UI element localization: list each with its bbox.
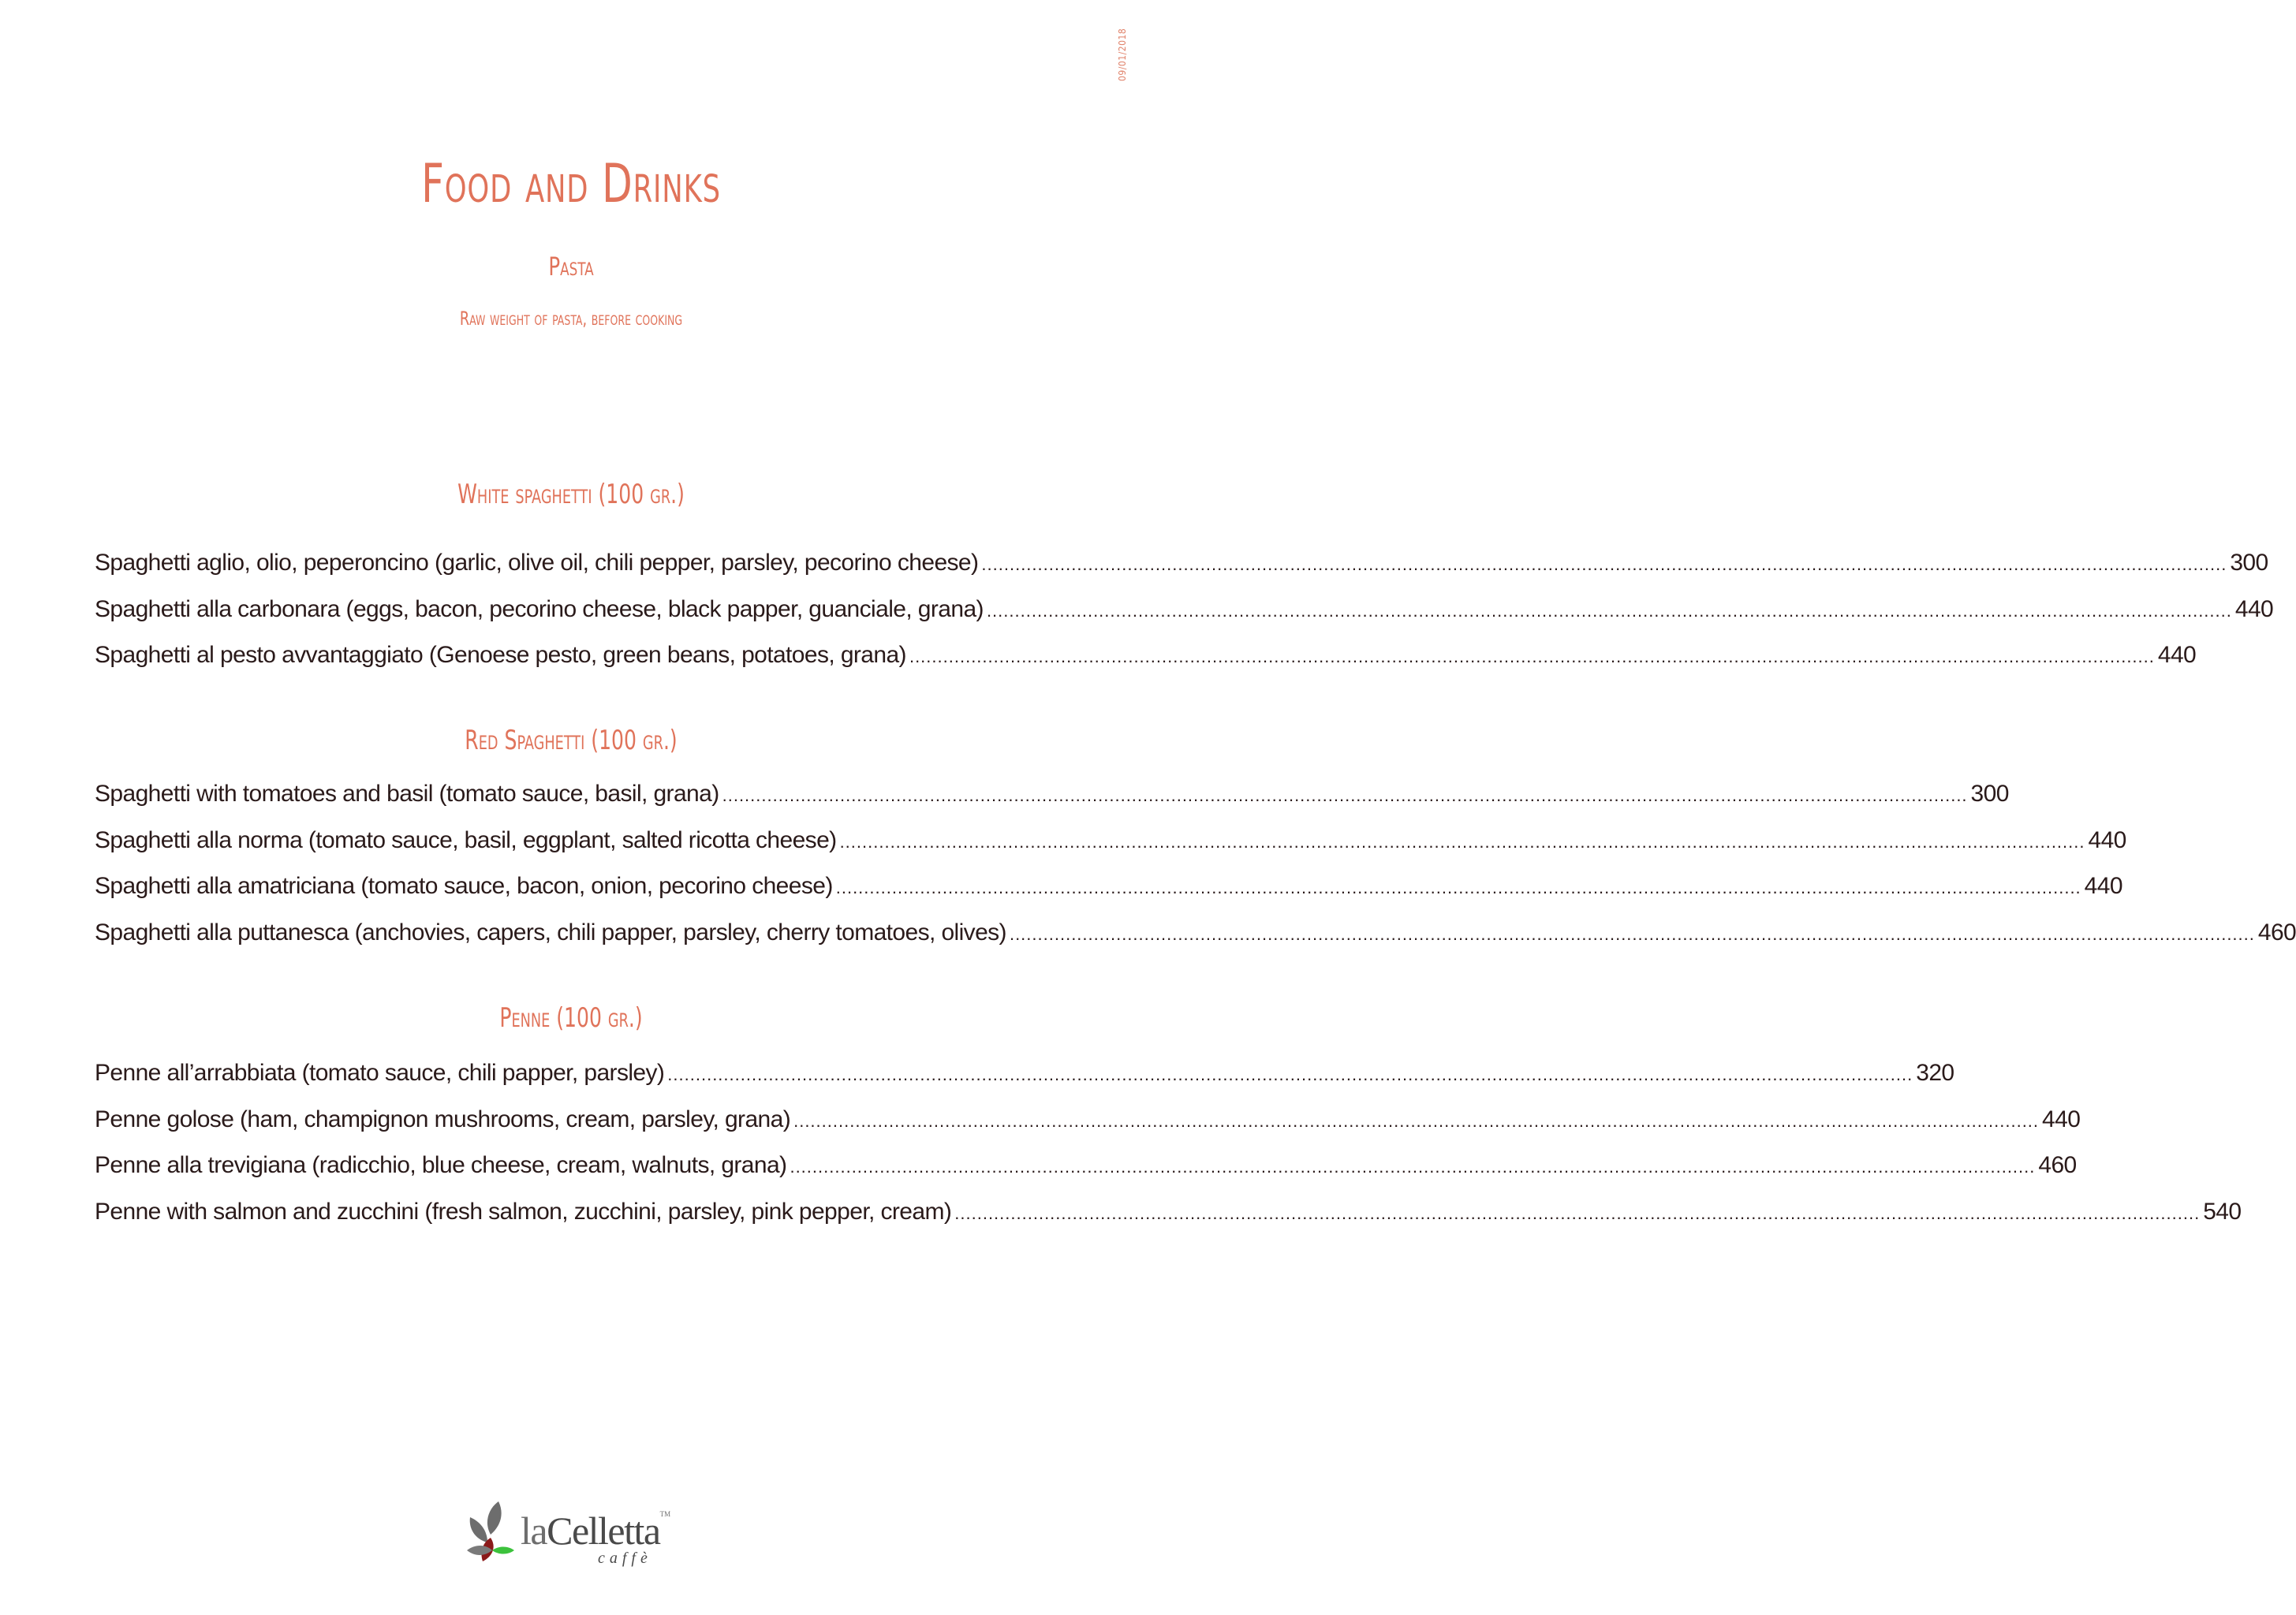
weight-note: Raw weight of pasta, before cooking: [459, 308, 683, 330]
dot-leader: [981, 554, 2227, 575]
date-stamp: 09/01/2018: [1117, 28, 1128, 81]
menu-item-name: Penne all’arrabbiata (tomato sauce, chili papper, parsley): [95, 1060, 665, 1086]
menu-item: [95, 1060, 1954, 1106]
dot-leader: [840, 832, 2085, 852]
menu-item-name: Penne alla trevigiana (radicchio, blue cheese, cream, walnuts, grana): [95, 1152, 787, 1178]
menu-list-red-spaghetti: [95, 781, 2296, 965]
dot-leader: [790, 1157, 2035, 1177]
page-subtitle: Pasta: [548, 252, 594, 282]
menu-item-name: Spaghetti alla puttanesca (anchovies, capers, chili papper, parsley, cherry tomatoes, olives): [95, 919, 1006, 946]
menu-item-price: 440: [2234, 595, 2274, 622]
menu-item-price: 460: [2038, 1152, 2077, 1178]
dot-leader: [793, 1111, 2039, 1132]
menu-item-name: Spaghetti alla carbonara (eggs, bacon, pecorino cheese, black papper, guanciale, grana): [95, 595, 984, 622]
menu-list-white-spaghetti: [95, 550, 2274, 688]
menu-item-price: 440: [2088, 826, 2126, 853]
menu-item-name: Penne golose (ham, champignon mushrooms, cream, parsley, grana): [95, 1106, 791, 1132]
menu-item: [95, 595, 2274, 643]
menu-item-price: 440: [2042, 1106, 2081, 1132]
section-heading-penne: Penne (100 gr.): [499, 1002, 643, 1034]
logo-word-main: Celletta: [547, 1509, 660, 1553]
menu-item: [95, 873, 2122, 919]
menu-item: [95, 642, 2197, 688]
logo-wordmark: [521, 1509, 671, 1553]
menu-item: [95, 919, 2296, 966]
menu-item-price: 300: [2230, 550, 2268, 576]
menu-item-name: Spaghetti aglio, olio, peperoncino (garlic, olive oil, chili pepper, parsley, pecorino cheese): [95, 550, 979, 576]
dot-leader: [954, 1203, 2200, 1224]
menu-item-name: Penne with salmon and zucchini (fresh salmon, zucchini, parsley, pink pepper, cream): [95, 1198, 952, 1225]
menu-item-name: Spaghetti with tomatoes and basil (tomato sauce, basil, grana): [95, 781, 719, 807]
menu-item: [95, 826, 2126, 874]
dot-leader: [909, 647, 2155, 667]
menu-item: [95, 1198, 2242, 1245]
dot-leader: [1010, 924, 2255, 945]
menu-item-name: Spaghetti al pesto avvantaggiato (Genoese pesto, green beans, potatoes, grana): [95, 642, 906, 668]
menu-item-price: 440: [2084, 873, 2122, 899]
menu-item: [95, 1152, 2077, 1199]
leaf-logo-icon: [464, 1498, 519, 1565]
menu-item: [95, 1106, 2081, 1153]
logo-trademark: TM: [659, 1510, 671, 1518]
logo-word-prefix: la: [521, 1509, 547, 1553]
dot-leader: [836, 878, 2081, 898]
menu-item: [95, 550, 2268, 596]
logo-subtitle: caffè: [598, 1550, 652, 1567]
menu-item-price: 440: [2157, 642, 2197, 668]
dot-leader: [987, 601, 2232, 621]
menu-item-price: 540: [2203, 1198, 2242, 1225]
menu-list-penne: [95, 1060, 2242, 1244]
menu-item-name: Spaghetti alla amatriciana (tomato sauce, bacon, onion, pecorino cheese): [95, 873, 833, 899]
menu-item-price: 320: [1916, 1060, 1954, 1086]
section-heading-white-spaghetti: White spaghetti (100 gr.): [457, 479, 685, 510]
menu-item-price: 460: [2257, 919, 2296, 946]
dot-leader: [667, 1065, 1913, 1085]
menu-item: [95, 781, 2009, 827]
page-title: Food and Drinks: [421, 153, 721, 215]
menu-item-price: 300: [1970, 781, 2009, 807]
dot-leader: [722, 785, 1968, 806]
la-celletta-logo: [464, 1498, 685, 1569]
section-heading-red-spaghetti: Red Spaghetti (100 gr.): [465, 725, 678, 756]
menu-item-name: Spaghetti alla norma (tomato sauce, basil, eggplant, salted ricotta cheese): [95, 826, 837, 853]
